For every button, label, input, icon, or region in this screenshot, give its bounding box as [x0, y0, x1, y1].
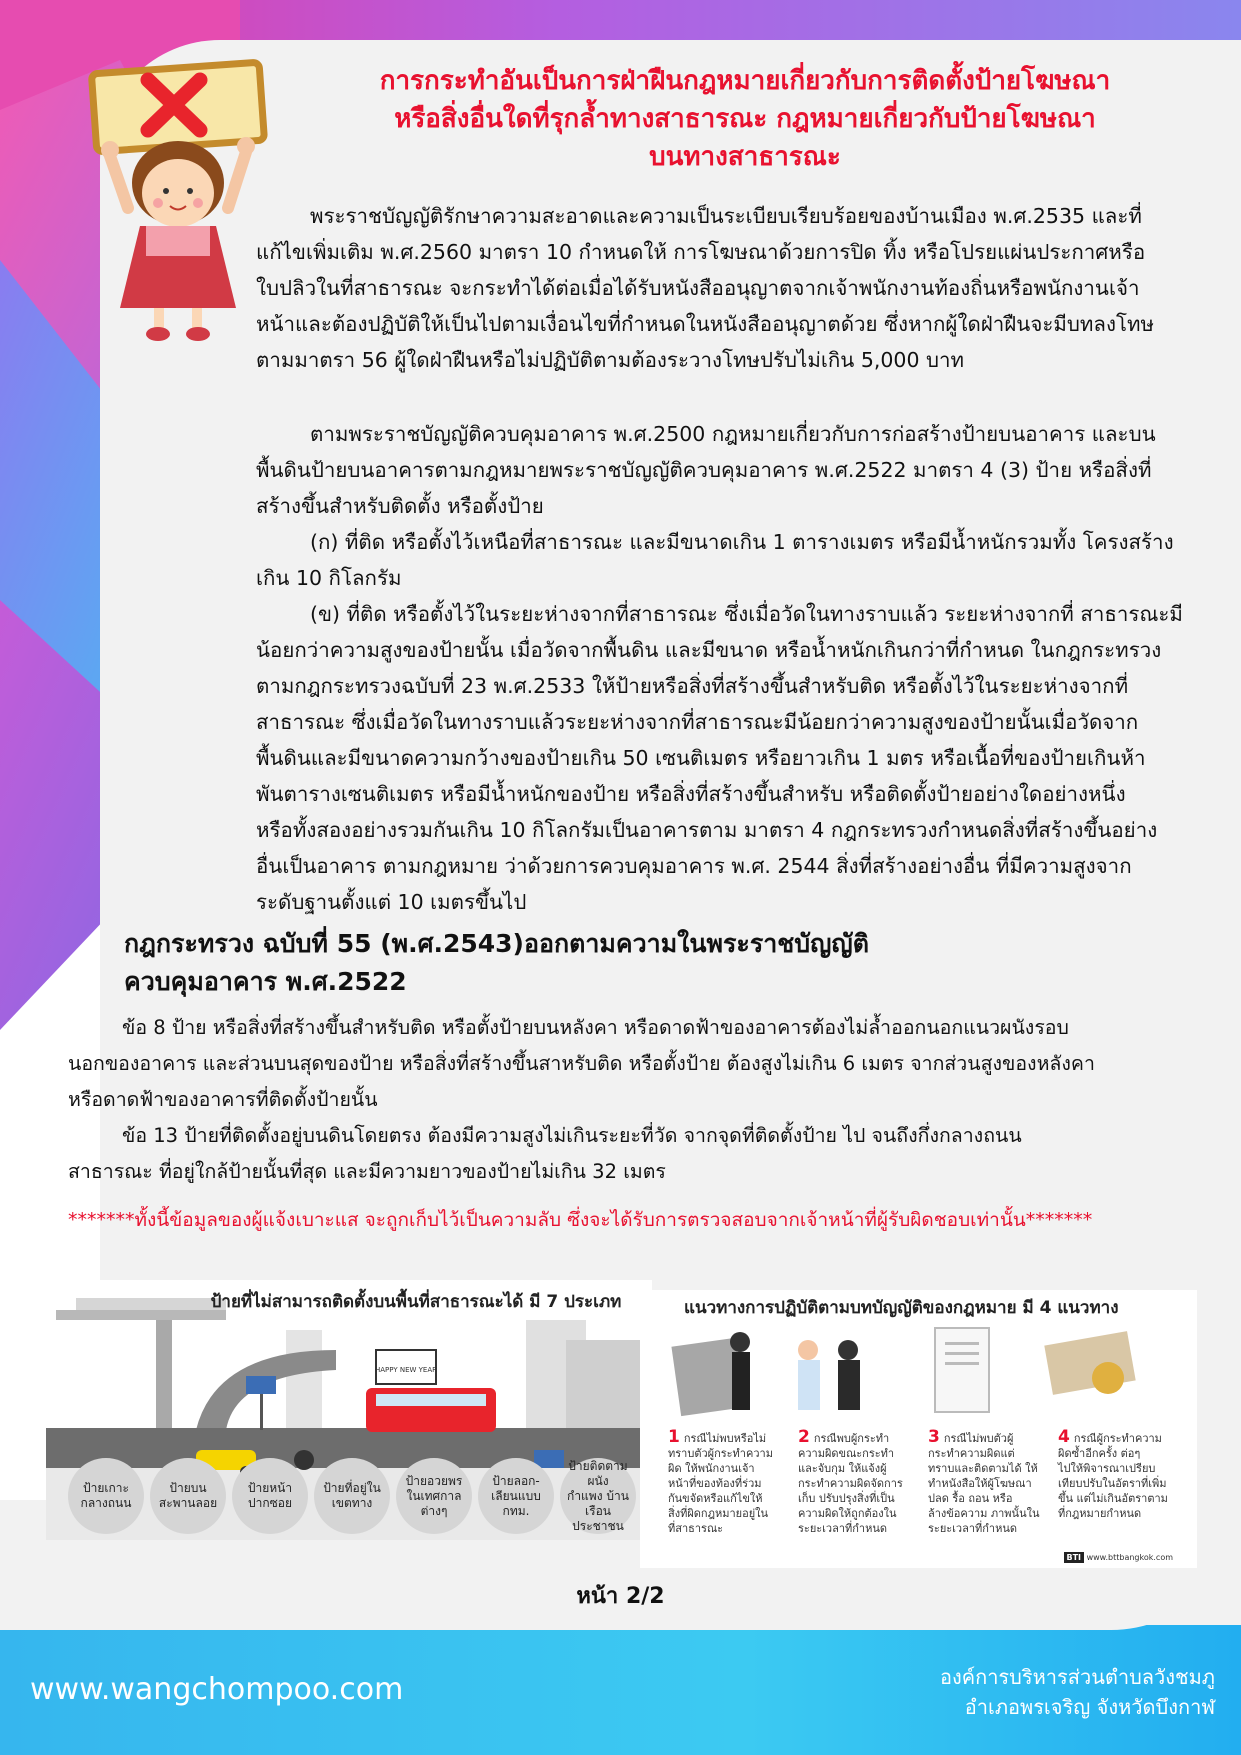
sign-type-item [314, 1458, 390, 1534]
sign-type-label: ป้ายที่อยู่ใน [323, 1481, 381, 1495]
sign-type-label: ป้ายบน [169, 1481, 207, 1495]
step-number: 2 [798, 1427, 810, 1447]
clause-b-line: (ข) ที่ติด หรือตั้งไว้ในระยะห่างจากที่สาธารณะ ซึ่งเมื่อวัดในทางราบแล้ว ระยะห่างจากที่ สาธารณะมี [310, 602, 1183, 626]
step-text: ทราบตัวผู้กระทำความ [668, 1447, 773, 1460]
step-number: 4 [1058, 1427, 1070, 1447]
step-text: ความผิดให้ถูกต้องใน [798, 1507, 897, 1520]
sign-type-item [150, 1458, 226, 1534]
website-url[interactable]: www.wangchompoo.com [30, 1672, 404, 1707]
step-number: 3 [928, 1427, 940, 1447]
paragraph-line: พื้นดินป้ายบนอาคารตามกฎหมายพระราชบัญญัติควบคุมอาคาร พ.ศ.2522 มาตรา 4 (3) ป้าย หรือสิ่งที่ [256, 458, 1152, 482]
sign-type-label: ประชาชน [572, 1518, 624, 1533]
heading-line: ควบคุมอาคาร พ.ศ.2522 [124, 967, 407, 996]
sign-type-label: เลียนแบบ [491, 1488, 541, 1503]
step-text: กรณีไม่พบหรือไม่ [683, 1432, 767, 1445]
org-line: อำเภอพรเจริญ จังหวัดบึงกาฬ [964, 1695, 1215, 1719]
step-text: หน้าที่ของท้องที่ร่วม [668, 1477, 762, 1490]
heading-line: กฎกระทรวง ฉบับที่ 55 (พ.ศ.2543)ออกตามความในพระราชบัญญัติ [124, 929, 869, 958]
ministerial-regulation-heading [124, 925, 1024, 1001]
infographic-footer [1064, 1553, 1174, 1562]
step-text: ทำหนังสือให้ผู้โฆษณา [928, 1477, 1032, 1490]
paragraph-line: สาธารณะ ที่อยู่ใกล้ป้ายนั้นที่สุด และมีความยาวของป้ายไม่เกิน 32 เมตร [68, 1160, 666, 1183]
sign-type-label: กลางถนน [80, 1496, 132, 1510]
sign-type-label: ในเทศกาล [406, 1488, 462, 1503]
infographic-source-url: www.bttbangkok.com [1086, 1553, 1173, 1562]
paragraph-line: แก้ไขเพิ่มเติม พ.ศ.2560 มาตรา 10 กำหนดให้ การโฆษณาด้วยการปิด ทิ้ง หรือโปรยแผ่นประกาศหรือ [256, 240, 1146, 264]
paragraph-line: ตามมาตรา 56 ผู้ใดฝ่าฝืนหรือไม่ปฏิบัติตามต้องระวางโทษปรับไม่เกิน 5,000 บาท [256, 348, 965, 372]
clause-b-line: สาธารณะ ซึ่งเมื่อวัดในทางราบแล้วระยะห่างจากที่สาธารณะมีน้อยกว่าความสูงของป้ายนั้นเมื่อวัดจาก [256, 710, 1139, 734]
step-text: เก็บ ปรับปรุงสิ่งที่เป็น [798, 1492, 895, 1505]
guideline-step [1058, 1427, 1182, 1536]
org-line: องค์การบริหารส่วนตำบลวังชมภู [939, 1665, 1215, 1689]
section-building-control-act [256, 416, 1216, 920]
organization-name [940, 1662, 1215, 1722]
sign-type-item [478, 1458, 554, 1534]
step-text: สิ่งที่ผิดกฎหมายอยู่ใน [668, 1507, 769, 1520]
clause-b-line: พื้นดินและมีขนาดความกว้างของป้ายเกิน 50 เซนติเมตร หรือยาวเกิน 1 มตร หรือเนื้อที่ของป้ายเกินห้า [256, 746, 1146, 770]
step-text: และจับกุม ให้แจ้งผู้ [798, 1462, 887, 1475]
confidentiality-note: *******ทั้งนี้ข้อมูลของผู้แจ้งเบาะแส จะถูกเก็บไว้เป็นความลับ ซึ่งจะได้รับการตรวจสอบจากเจ้าหน้าที่ผู้รับผิดชอบเท่านั้น******* [68, 1209, 1093, 1231]
sign-type-label: ป้ายอวยพร [405, 1473, 463, 1488]
step-text: กระทำความผิดจัดการ [798, 1477, 903, 1490]
clause-b-line: น้อยกว่าความสูงของป้ายนั้น เมื่อวัดจากพื้นดิน และมีขนาด หรือน้ำหนักเกินกว่าที่กำหนด ในกฎกระทรวง [256, 638, 1162, 662]
paragraph-line: ข้อ 13 ป้ายที่ติดตั้งอยู่บนดินโดยตรง ต้องมีความสูงไม่เกินระยะที่วัด จากจุดที่ติดตั้งป้าย ไป จนถึงกึ่งกลางถนน [122, 1124, 1022, 1147]
paragraph-line: ใบปลิวในที่สาธารณะ จะกระทำได้ต่อเมื่อได้รับหนังสืออนุญาตจากเจ้าพนักงานท้องถิ่นหรือพนักงานเจ้า [256, 276, 1140, 300]
step-text: กรณีพบผู้กระทำ [813, 1432, 890, 1445]
title-line: การกระทำอันเป็นการฝ่าฝืนกฎหมายเกี่ยวกับการติดตั้งป้ายโฆษณา [379, 66, 1111, 96]
step-text: ทราบและติดตามได้ ให้ [928, 1462, 1038, 1475]
clause-b-line: หรือทั้งสองอย่างรวมกันเกิน 10 กิโลกรัมเป็นอาคารตาม มาตรา 4 กฎกระทรวงกำหนดสิ่งที่สร้างขึ้นอย่าง [256, 818, 1158, 842]
step-text: กรณีผู้กระทำความ [1073, 1432, 1162, 1445]
step-text: ระยะเวลาที่กำหนด [928, 1522, 1018, 1535]
sign-type-label: ป้ายเกาะ [83, 1481, 129, 1495]
clause-a-line: เกิน 10 กิโลกรัม [256, 566, 402, 590]
infographic-right-title: แนวทางการปฏิบัติตามบทบัญญัติของกฎหมาย มี 4 แนวทาง [684, 1298, 1119, 1318]
clause-b-line: พันตารางเซนติเมตร หรือมีน้ำหนักของป้าย หรือสิ่งที่สร้างขึ้นสำหรับ หรือติดตั้งป้ายอย่างใดอย่างหนึ่ง [256, 782, 1126, 806]
clause-b-line: ตามกฎกระทรวงฉบับที่ 23 พ.ศ.2533 ให้ป้ายหรือสิ่งที่สร้างขึ้นสำหรับติด หรือตั้งไว้ในระยะห่างจากที่ [256, 674, 1129, 698]
sign-type-label: ป้ายลอก- [492, 1473, 540, 1488]
clause-a-line: (ก) ที่ติด หรือตั้งไว้เหนือที่สาธารณะ และมีขนาดเกิน 1 ตารางเมตร หรือมีน้ำหนักรวมทั้ง โครงสร้าง [310, 530, 1174, 554]
step-text: ที่กฎหมายกำหนด [1058, 1507, 1142, 1520]
sign-type-item [396, 1458, 472, 1534]
page-number: หน้า 2/2 [576, 1584, 665, 1609]
sign-type-label: สะพานลอย [158, 1496, 218, 1510]
sign-type-label: ป้ายหน้า [247, 1481, 293, 1495]
sign-type-label: ปากซอย [247, 1496, 292, 1510]
infographic-left-title: ป้ายที่ไม่สามารถติดตั้งบนพื้นที่สาธารณะได้ มี 7 ประเภท [210, 1292, 622, 1312]
sign-type-label: ป้ายติดตามผนัง [568, 1458, 628, 1488]
step-text: ความผิดขณะกระทำ [798, 1447, 895, 1460]
clause-b-line: ระดับฐานตั้งแต่ 10 เมตรขึ้นไป [256, 890, 527, 914]
sign-type-label: ต่างๆ [420, 1503, 448, 1518]
step-text: ที่สาธารณะ [668, 1522, 724, 1535]
paragraph-line: สร้างขึ้นสำหรับติดตั้ง หรือตั้งป้าย [256, 494, 544, 518]
clause-b-line: อื่นเป็นอาคาร ตามกฎหมาย ว่าด้วยการควบคุมอาคาร พ.ศ. 2544 สิ่งที่สร้างอย่างอื่น ที่มีความสูงจาก [256, 854, 1132, 878]
sign-type-label: กำแพง บ้านเรือน [567, 1488, 629, 1518]
title-line: บนทางสาธารณะ [649, 142, 841, 172]
paragraph-line: พระราชบัญญัติรักษาความสะอาดและความเป็นระเบียบเรียบร้อยของบ้านเมือง พ.ศ.2535 และที่ [310, 204, 1142, 228]
step-text: ล้างข้อความ ภาพนั้นใน [928, 1507, 1040, 1520]
title-line: หรือสิ่งอื่นใดที่รุกล้ำทางสาธารณะ กฎหมายเกี่ยวกับป้ายโฆษณา [394, 104, 1096, 134]
guideline-step [928, 1427, 1052, 1536]
step-text: กระทำความผิดแต่ [928, 1447, 1015, 1460]
banner-text: HAPPY NEW YEAR [375, 1366, 437, 1374]
sign-type-label: กทม. [502, 1503, 530, 1518]
step-number: 1 [668, 1427, 680, 1447]
section-ministerial-regulation-55 [68, 1010, 1218, 1190]
step-text: ผิด ให้พนักงานเจ้า [668, 1462, 755, 1475]
sign-type-item [68, 1458, 144, 1534]
paragraph-line: หน้าและต้องปฏิบัติให้เป็นไปตามเงื่อนไขที่กำหนดในหนังสืออนุญาตด้วย ซึ่งหากผู้ใดฝ่าฝืนจะมีบทลงโทษ [256, 312, 1154, 336]
paragraph-line: หรือดาดฟ้าของอาคารที่ติดตั้งป้ายนั้น [68, 1088, 378, 1111]
section-cleanliness-act [256, 198, 1216, 378]
guideline-step [798, 1427, 922, 1536]
guideline-illustrations [640, 1320, 1197, 1430]
infographic-prohibited-signs [46, 1280, 652, 1540]
step-text: ขึ้น แต่ไม่เกินอัตราตาม [1058, 1492, 1168, 1505]
page-title [285, 62, 1205, 176]
step-text: ผิดซ้ำอีกครั้ง ต่อๆ [1058, 1447, 1141, 1460]
step-text: ระยะเวลาที่กำหนด [798, 1522, 888, 1535]
infographic-legal-guidelines [640, 1290, 1197, 1568]
sign-type-item [560, 1458, 636, 1534]
guideline-step [668, 1427, 792, 1536]
paragraph-line: นอกของอาคาร และส่วนบนสุดของป้าย หรือสิ่งที่สร้างขึ้นสาหรับติด หรือตั้งป้าย ต้องสูงไม่เกิน 6 เมตร จากส่วนสูงของหลังคา [68, 1052, 1095, 1075]
paragraph-line: ข้อ 8 ป้าย หรือสิ่งที่สร้างขึ้นสำหรับติด หรือตั้งป้ายบนหลังคา หรือดาดฟ้าของอาคารต้องไม่ล้ำออกนอกแนวผนังรอบ [122, 1016, 1069, 1039]
girl-holding-x-sign-illustration [88, 58, 278, 348]
step-text: ไปให้พิจารณาเปรียบ [1058, 1462, 1156, 1475]
step-text: กรณีไม่พบตัวผู้ [943, 1432, 1014, 1445]
sign-type-item [232, 1458, 308, 1534]
sign-type-list [68, 1458, 648, 1534]
sign-type-label: เขตทาง [331, 1496, 373, 1510]
guideline-steps [668, 1427, 1188, 1536]
step-text: กันขจัดหรือแก้ไขให้ [668, 1492, 763, 1505]
step-text: เทียบปรับในอัตราที่เพิ่ม [1058, 1477, 1167, 1490]
step-text: ปลด รื้อ ถอน หรือ [928, 1492, 1013, 1505]
paragraph-line: ตามพระราชบัญญัติควบคุมอาคาร พ.ศ.2500 กฎหมายเกี่ยวกับการก่อสร้างป้ายบนอาคาร และบน [310, 422, 1156, 446]
bti-logo: BTI [1064, 1552, 1085, 1563]
